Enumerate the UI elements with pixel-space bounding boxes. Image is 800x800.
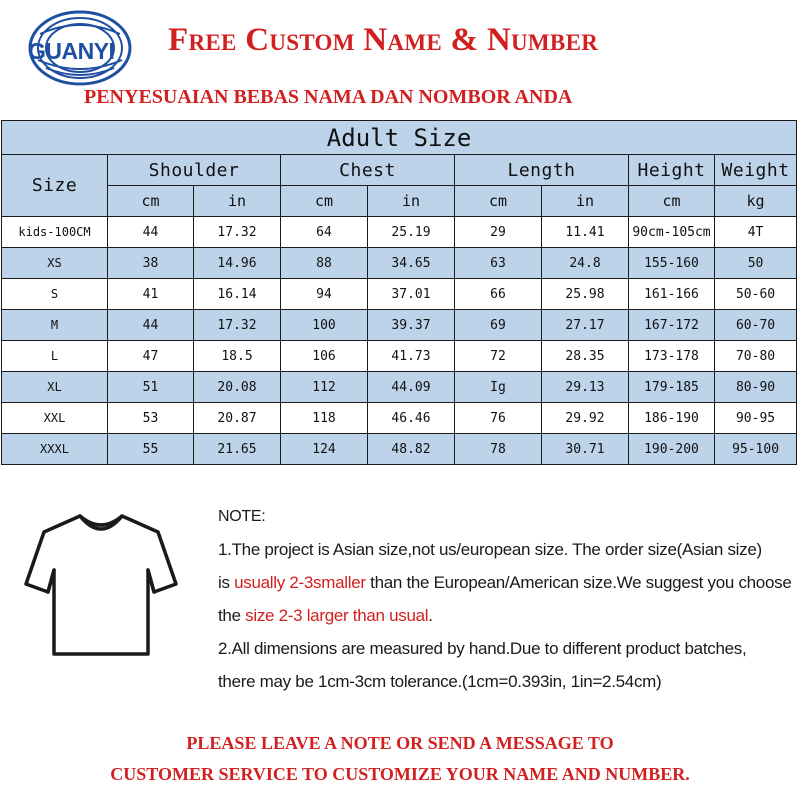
- table-cell: 24.8: [542, 248, 629, 279]
- brand-logo: [10, 8, 150, 88]
- column-header-height: Height: [629, 155, 715, 186]
- size-label-cell: XXL: [2, 403, 108, 434]
- footer-message-line-2: CUSTOMER SERVICE TO CUSTOMIZE YOUR NAME AND NUMBER.: [110, 764, 690, 784]
- size-label-cell: kids-100CM: [2, 217, 108, 248]
- table-cell: 179-185: [629, 372, 715, 403]
- note-line-3-suffix: .: [428, 606, 433, 625]
- note-line-1: 1.The project is Asian size,not us/european size. The order size(Asian size): [218, 540, 762, 559]
- table-row: [2, 372, 797, 403]
- table-row: [2, 403, 797, 434]
- size-label-cell: XL: [2, 372, 108, 403]
- table-cell: 66: [455, 279, 542, 310]
- table-caption: Adult Size: [2, 121, 797, 155]
- table-row: [2, 217, 797, 248]
- table-cell: 14.96: [194, 248, 281, 279]
- table-cell: 48.82: [368, 434, 455, 465]
- page-subtitle: PENYESUAIAN BEBAS NAMA DAN NOMBOR ANDA: [84, 86, 573, 108]
- column-header-shoulder: Shoulder: [108, 155, 281, 186]
- table-cell: 80-90: [715, 372, 797, 403]
- table-cell: 64: [281, 217, 368, 248]
- table-cell: 88: [281, 248, 368, 279]
- table-cell: 51: [108, 372, 194, 403]
- table-cell: 60-70: [715, 310, 797, 341]
- table-cell: 190-200: [629, 434, 715, 465]
- table-cell: 47: [108, 341, 194, 372]
- table-cell: 20.87: [194, 403, 281, 434]
- page-title: Free Custom Name & Number: [168, 22, 599, 58]
- table-cell: 161-166: [629, 279, 715, 310]
- table-cell: 100: [281, 310, 368, 341]
- column-header-length: Length: [455, 155, 629, 186]
- note-heading: NOTE:: [218, 508, 266, 525]
- table-cell: 78: [455, 434, 542, 465]
- note-line-4: 2.All dimensions are measured by hand.Due to different product batches,: [218, 639, 747, 658]
- table-row: [2, 341, 797, 372]
- note-line-2: [218, 569, 798, 602]
- table-cell: 17.32: [194, 310, 281, 341]
- note-line-2-highlight: usually 2-3smaller: [234, 573, 366, 592]
- size-label-cell: XS: [2, 248, 108, 279]
- note-line-3-highlight: size 2-3 larger than usual: [245, 606, 429, 625]
- table-cell: 118: [281, 403, 368, 434]
- table-row: [2, 279, 797, 310]
- size-chart-table: [1, 120, 797, 465]
- column-header-chest: Chest: [281, 155, 455, 186]
- table-cell: 55: [108, 434, 194, 465]
- note-line-2-suffix: than the European/American size.We suggest you choose: [365, 573, 792, 592]
- unit-cell: kg: [715, 186, 797, 217]
- table-row: [2, 434, 797, 465]
- size-label-cell: XXXL: [2, 434, 108, 465]
- table-cell: 29.13: [542, 372, 629, 403]
- table-cell: 44.09: [368, 372, 455, 403]
- table-cell: 94: [281, 279, 368, 310]
- table-cell: 38: [108, 248, 194, 279]
- unit-cell: cm: [108, 186, 194, 217]
- unit-cell: in: [194, 186, 281, 217]
- note-line-2-prefix: is: [218, 573, 235, 592]
- table-cell: 72: [455, 341, 542, 372]
- table-cell: 76: [455, 403, 542, 434]
- table-cell: 16.14: [194, 279, 281, 310]
- table-cell: 124: [281, 434, 368, 465]
- table-cell: 90-95: [715, 403, 797, 434]
- unit-cell: cm: [281, 186, 368, 217]
- column-header-weight: Weight: [715, 155, 797, 186]
- table-cell: 21.65: [194, 434, 281, 465]
- unit-row: [2, 186, 797, 217]
- table-cell: 63: [455, 248, 542, 279]
- table-cell: 25.19: [368, 217, 455, 248]
- unit-cell: cm: [629, 186, 715, 217]
- table-cell: 173-178: [629, 341, 715, 372]
- table-cell: 41.73: [368, 341, 455, 372]
- table-cell: 50: [715, 248, 797, 279]
- table-cell: 30.71: [542, 434, 629, 465]
- table-cell: 25.98: [542, 279, 629, 310]
- tshirt-icon: [22, 508, 180, 658]
- footer-message-line-1: PLEASE LEAVE A NOTE OR SEND A MESSAGE TO: [186, 733, 614, 753]
- note-line-5: there may be 1cm-3cm tolerance.(1cm=0.393in, 1in=2.54cm): [218, 672, 662, 691]
- table-cell: 18.5: [194, 341, 281, 372]
- table-cell: 106: [281, 341, 368, 372]
- table-cell: 186-190: [629, 403, 715, 434]
- unit-cell: in: [542, 186, 629, 217]
- table-cell: 112: [281, 372, 368, 403]
- table-cell: 34.65: [368, 248, 455, 279]
- table-cell: 4T: [715, 217, 797, 248]
- brand-logo-text: GUANYI: [28, 38, 115, 64]
- size-label-cell: M: [2, 310, 108, 341]
- note-line-3-prefix: the: [218, 606, 246, 625]
- table-cell: 70-80: [715, 341, 797, 372]
- table-cell: 44: [108, 217, 194, 248]
- unit-cell: cm: [455, 186, 542, 217]
- table-cell: 50-60: [715, 279, 797, 310]
- table-cell: 69: [455, 310, 542, 341]
- table-cell: 155-160: [629, 248, 715, 279]
- note-line-3: [218, 602, 798, 635]
- size-rows: [2, 217, 797, 465]
- table-cell: 44: [108, 310, 194, 341]
- size-note: [218, 508, 798, 701]
- table-cell: 28.35: [542, 341, 629, 372]
- table-cell: 46.46: [368, 403, 455, 434]
- table-cell: 53: [108, 403, 194, 434]
- table-cell: 167-172: [629, 310, 715, 341]
- unit-cell: in: [368, 186, 455, 217]
- table-cell: 29.92: [542, 403, 629, 434]
- size-label-cell: S: [2, 279, 108, 310]
- table-cell: 95-100: [715, 434, 797, 465]
- table-cell: 11.41: [542, 217, 629, 248]
- table-cell: 29: [455, 217, 542, 248]
- size-label-cell: L: [2, 341, 108, 372]
- table-cell: 90cm-105cm: [629, 217, 715, 248]
- table-cell: 37.01: [368, 279, 455, 310]
- table-cell: 39.37: [368, 310, 455, 341]
- table-cell: 27.17: [542, 310, 629, 341]
- column-header-size: Size: [2, 155, 108, 217]
- table-cell: 20.08: [194, 372, 281, 403]
- table-cell: 41: [108, 279, 194, 310]
- table-row: [2, 310, 797, 341]
- table-row: [2, 248, 797, 279]
- table-cell: Ig: [455, 372, 542, 403]
- table-cell: 17.32: [194, 217, 281, 248]
